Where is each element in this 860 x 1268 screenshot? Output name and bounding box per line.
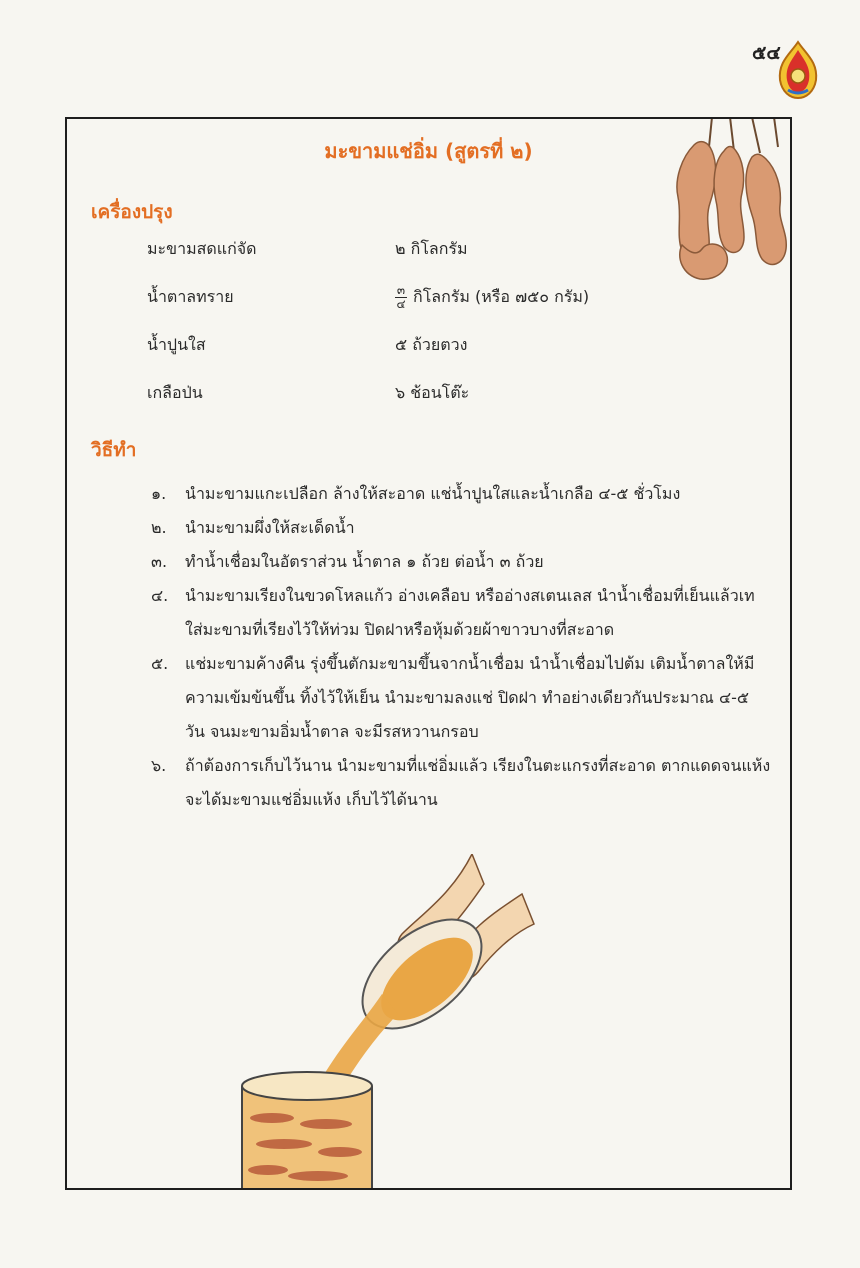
method-steps bbox=[151, 477, 771, 817]
method-step bbox=[151, 579, 771, 647]
recipe-frame bbox=[65, 117, 792, 1190]
ingredients-heading: เครื่องปรุง bbox=[91, 201, 173, 223]
ingredient-name: มะขามสดแก่จัด bbox=[147, 239, 257, 258]
ingredient-quantity: ๖ ช้อนโต๊ะ bbox=[395, 383, 470, 402]
ingredient-quantity: กิโลกรัม (หรือ ๗๕๐ กรัม) bbox=[413, 287, 590, 306]
step-text: นำมะขามแกะเปลือก ล้างให้สะอาด แช่น้ำปูนใสและน้ำเกลือ ๔-๕ ชั่วโมง bbox=[185, 484, 681, 503]
step-number: ๒. bbox=[151, 518, 167, 537]
step-text: ถ้าต้องการเก็บไว้นาน นำมะขามที่แช่อิ่มแล้ว เรียงในตะแกรงที่สะอาด ตากแดดจนแห้ง จะได้มะขามแช่อิ่มแห้ง เก็บไว้ได้นาน bbox=[185, 756, 771, 809]
step-text: ทำน้ำเชื่อมในอัตราส่วน น้ำตาล ๑ ถ้วย ต่อน้ำ ๓ ถ้วย bbox=[185, 552, 544, 571]
step-number: ๔. bbox=[151, 586, 169, 605]
ingredient-quantity: ๒ กิโลกรัม bbox=[395, 239, 468, 258]
method-step bbox=[151, 511, 771, 545]
method-step bbox=[151, 647, 771, 749]
ingredient-quantity-fraction bbox=[395, 285, 589, 310]
step-text: นำมะขามเรียงในขวดโหลแก้ว อ่างเคลือบ หรืออ่างสเตนเลส นำน้ำเชื่อมที่เย็นแล้วเทใส่มะขามที่เรียงไว้ให้ท่วม ปิดฝาหรือหุ้มด้วยผ้าขาวบางที่สะอาด bbox=[185, 586, 755, 639]
step-number: ๓. bbox=[151, 552, 168, 571]
ingredient-quantity: ๕ ถ้วยตวง bbox=[395, 335, 468, 354]
ingredient-name: น้ำตาลทราย bbox=[147, 287, 234, 306]
fraction bbox=[395, 285, 407, 310]
method-step bbox=[151, 749, 771, 817]
fraction-denominator: ๔ bbox=[396, 297, 406, 311]
page-number: ๕๔ bbox=[752, 42, 781, 64]
step-number: ๑. bbox=[151, 484, 167, 503]
method-step bbox=[151, 545, 771, 579]
method-step bbox=[151, 477, 771, 511]
step-text: นำมะขามผึ่งให้สะเด็ดน้ำ bbox=[185, 518, 355, 537]
method-heading: วิธีทำ bbox=[91, 439, 137, 461]
step-text: แช่มะขามค้างคืน รุ่งขึ้นตักมะขามขึ้นจากน้ำเชื่อม นำน้ำเชื่อมไปต้ม เติมน้ำตาลให้มีความเข้มข้นขึ้น ทิ้งไว้ให้เย็น นำมะขามลงแช่ ปิดฝา ทำอย่างเดียวกันประมาณ ๔-๕ วัน จนมะขามอิ่มน้ำตาล จะมีรสหวานกรอบ bbox=[185, 654, 755, 741]
step-number: ๕. bbox=[151, 654, 169, 673]
emblem-icon bbox=[776, 40, 820, 100]
pouring-syrup-illustration bbox=[222, 854, 552, 1190]
recipe-title: มะขามแช่อิ่ม (สูตรที่ ๒) bbox=[324, 139, 533, 163]
ingredient-name: เกลือป่น bbox=[147, 383, 203, 402]
step-number: ๖. bbox=[151, 756, 167, 775]
fraction-numerator: ๓ bbox=[396, 283, 406, 297]
ingredient-name: น้ำปูนใส bbox=[147, 335, 206, 354]
